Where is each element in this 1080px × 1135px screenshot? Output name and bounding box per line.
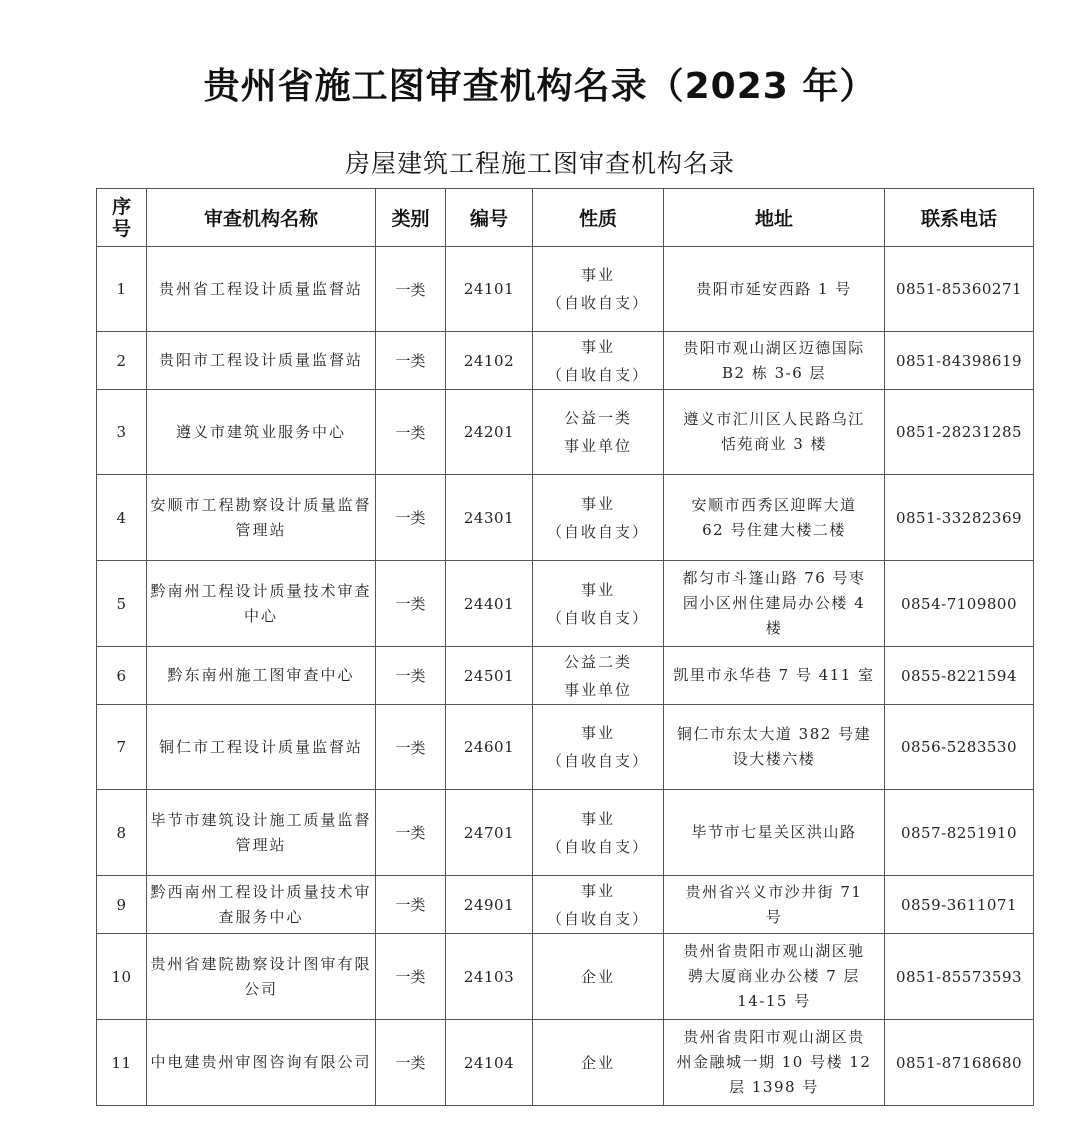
cell-address: 贵阳市观山湖区迈德国际 B2 栋 3-6 层 [664, 332, 885, 390]
cell-nature: 公益一类 事业单位 [533, 390, 664, 475]
cell-code: 24301 [446, 475, 533, 561]
cell-phone: 0857-8251910 [885, 790, 1034, 876]
cell-seq: 11 [97, 1020, 147, 1106]
cell-address: 凯里市永华巷 7 号 411 室 [664, 647, 885, 705]
cell-code: 24103 [446, 934, 533, 1020]
cell-address: 安顺市西秀区迎晖大道 62 号住建大楼二楼 [664, 475, 885, 561]
cell-code: 24601 [446, 705, 533, 790]
header-agency-name: 审查机构名称 [147, 189, 376, 247]
table-row [97, 705, 1034, 790]
cell-phone: 0855-8221594 [885, 647, 1034, 705]
cell-phone: 0851-85360271 [885, 247, 1034, 332]
table-row [97, 247, 1034, 332]
cell-address: 遵义市汇川区人民路乌江 恬苑商业 3 楼 [664, 390, 885, 475]
cell-code: 24102 [446, 332, 533, 390]
table-header-row [97, 189, 1034, 247]
cell-code: 24701 [446, 790, 533, 876]
cell-phone: 0851-84398619 [885, 332, 1034, 390]
review-agency-table [96, 188, 1034, 1106]
header-phone: 联系电话 [885, 189, 1034, 247]
cell-phone: 0851-85573593 [885, 934, 1034, 1020]
cell-agency-name: 黔西南州工程设计质量技术审查服务中心 [147, 876, 376, 934]
document-subtitle: 房屋建筑工程施工图审查机构名录 [344, 149, 735, 178]
cell-agency-name: 安顺市工程勘察设计质量监督管理站 [147, 475, 376, 561]
cell-nature: 公益二类 事业单位 [533, 647, 664, 705]
cell-seq: 3 [97, 390, 147, 475]
cell-seq: 6 [97, 647, 147, 705]
cell-phone: 0859-3611071 [885, 876, 1034, 934]
cell-category: 一类 [376, 934, 446, 1020]
cell-agency-name: 黔东南州施工图审查中心 [147, 647, 376, 705]
table-row [97, 647, 1034, 705]
cell-address: 都匀市斗篷山路 76 号枣 园小区州住建局办公楼 4 楼 [664, 561, 885, 647]
cell-code: 24501 [446, 647, 533, 705]
cell-address: 铜仁市东太大道 382 号建 设大楼六楼 [664, 705, 885, 790]
cell-category: 一类 [376, 876, 446, 934]
document-title: 贵州省施工图审查机构名录（2023 年） [203, 66, 877, 107]
cell-address: 毕节市七星关区洪山路 [664, 790, 885, 876]
cell-agency-name: 贵州省建院勘察设计图审有限公司 [147, 934, 376, 1020]
cell-nature: 事业 （自收自支） [533, 332, 664, 390]
cell-address: 贵州省贵阳市观山湖区驰 骋大厦商业办公楼 7 层 14-15 号 [664, 934, 885, 1020]
cell-phone: 0851-33282369 [885, 475, 1034, 561]
cell-seq: 5 [97, 561, 147, 647]
cell-code: 24101 [446, 247, 533, 332]
header-address: 地址 [664, 189, 885, 247]
cell-phone: 0856-5283530 [885, 705, 1034, 790]
cell-agency-name: 铜仁市工程设计质量监督站 [147, 705, 376, 790]
cell-nature: 企业 [533, 934, 664, 1020]
cell-seq: 9 [97, 876, 147, 934]
table-row [97, 790, 1034, 876]
cell-code: 24201 [446, 390, 533, 475]
cell-nature: 事业 （自收自支） [533, 876, 664, 934]
cell-seq: 10 [97, 934, 147, 1020]
cell-agency-name: 贵阳市工程设计质量监督站 [147, 332, 376, 390]
cell-category: 一类 [376, 390, 446, 475]
table-row [97, 332, 1034, 390]
table-row [97, 1020, 1034, 1106]
header-seq: 序号 [97, 189, 147, 247]
cell-seq: 7 [97, 705, 147, 790]
table-row [97, 475, 1034, 561]
table-row [97, 390, 1034, 475]
cell-seq: 8 [97, 790, 147, 876]
cell-phone: 0851-87168680 [885, 1020, 1034, 1106]
table-row [97, 561, 1034, 647]
cell-seq: 2 [97, 332, 147, 390]
cell-agency-name: 遵义市建筑业服务中心 [147, 390, 376, 475]
cell-nature: 企业 [533, 1020, 664, 1106]
cell-code: 24104 [446, 1020, 533, 1106]
cell-agency-name: 黔南州工程设计质量技术审查中心 [147, 561, 376, 647]
cell-category: 一类 [376, 647, 446, 705]
cell-seq: 1 [97, 247, 147, 332]
cell-nature: 事业 （自收自支） [533, 561, 664, 647]
cell-category: 一类 [376, 247, 446, 332]
table-row [97, 876, 1034, 934]
cell-nature: 事业 （自收自支） [533, 475, 664, 561]
cell-address: 贵州省贵阳市观山湖区贵 州金融城一期 10 号楼 12 层 1398 号 [664, 1020, 885, 1106]
cell-phone: 0854-7109800 [885, 561, 1034, 647]
cell-code: 24901 [446, 876, 533, 934]
cell-nature: 事业 （自收自支） [533, 705, 664, 790]
table-row [97, 934, 1034, 1020]
cell-address: 贵州省兴义市沙井街 71 号 [664, 876, 885, 934]
cell-address: 贵阳市延安西路 1 号 [664, 247, 885, 332]
header-nature: 性质 [533, 189, 664, 247]
cell-seq: 4 [97, 475, 147, 561]
cell-category: 一类 [376, 561, 446, 647]
cell-category: 一类 [376, 475, 446, 561]
cell-category: 一类 [376, 1020, 446, 1106]
cell-phone: 0851-28231285 [885, 390, 1034, 475]
cell-category: 一类 [376, 705, 446, 790]
cell-nature: 事业 （自收自支） [533, 790, 664, 876]
cell-category: 一类 [376, 790, 446, 876]
header-code: 编号 [446, 189, 533, 247]
cell-category: 一类 [376, 332, 446, 390]
cell-agency-name: 中电建贵州审图咨询有限公司 [147, 1020, 376, 1106]
cell-agency-name: 毕节市建筑设计施工质量监督管理站 [147, 790, 376, 876]
cell-nature: 事业 （自收自支） [533, 247, 664, 332]
cell-agency-name: 贵州省工程设计质量监督站 [147, 247, 376, 332]
cell-code: 24401 [446, 561, 533, 647]
header-category: 类别 [376, 189, 446, 247]
